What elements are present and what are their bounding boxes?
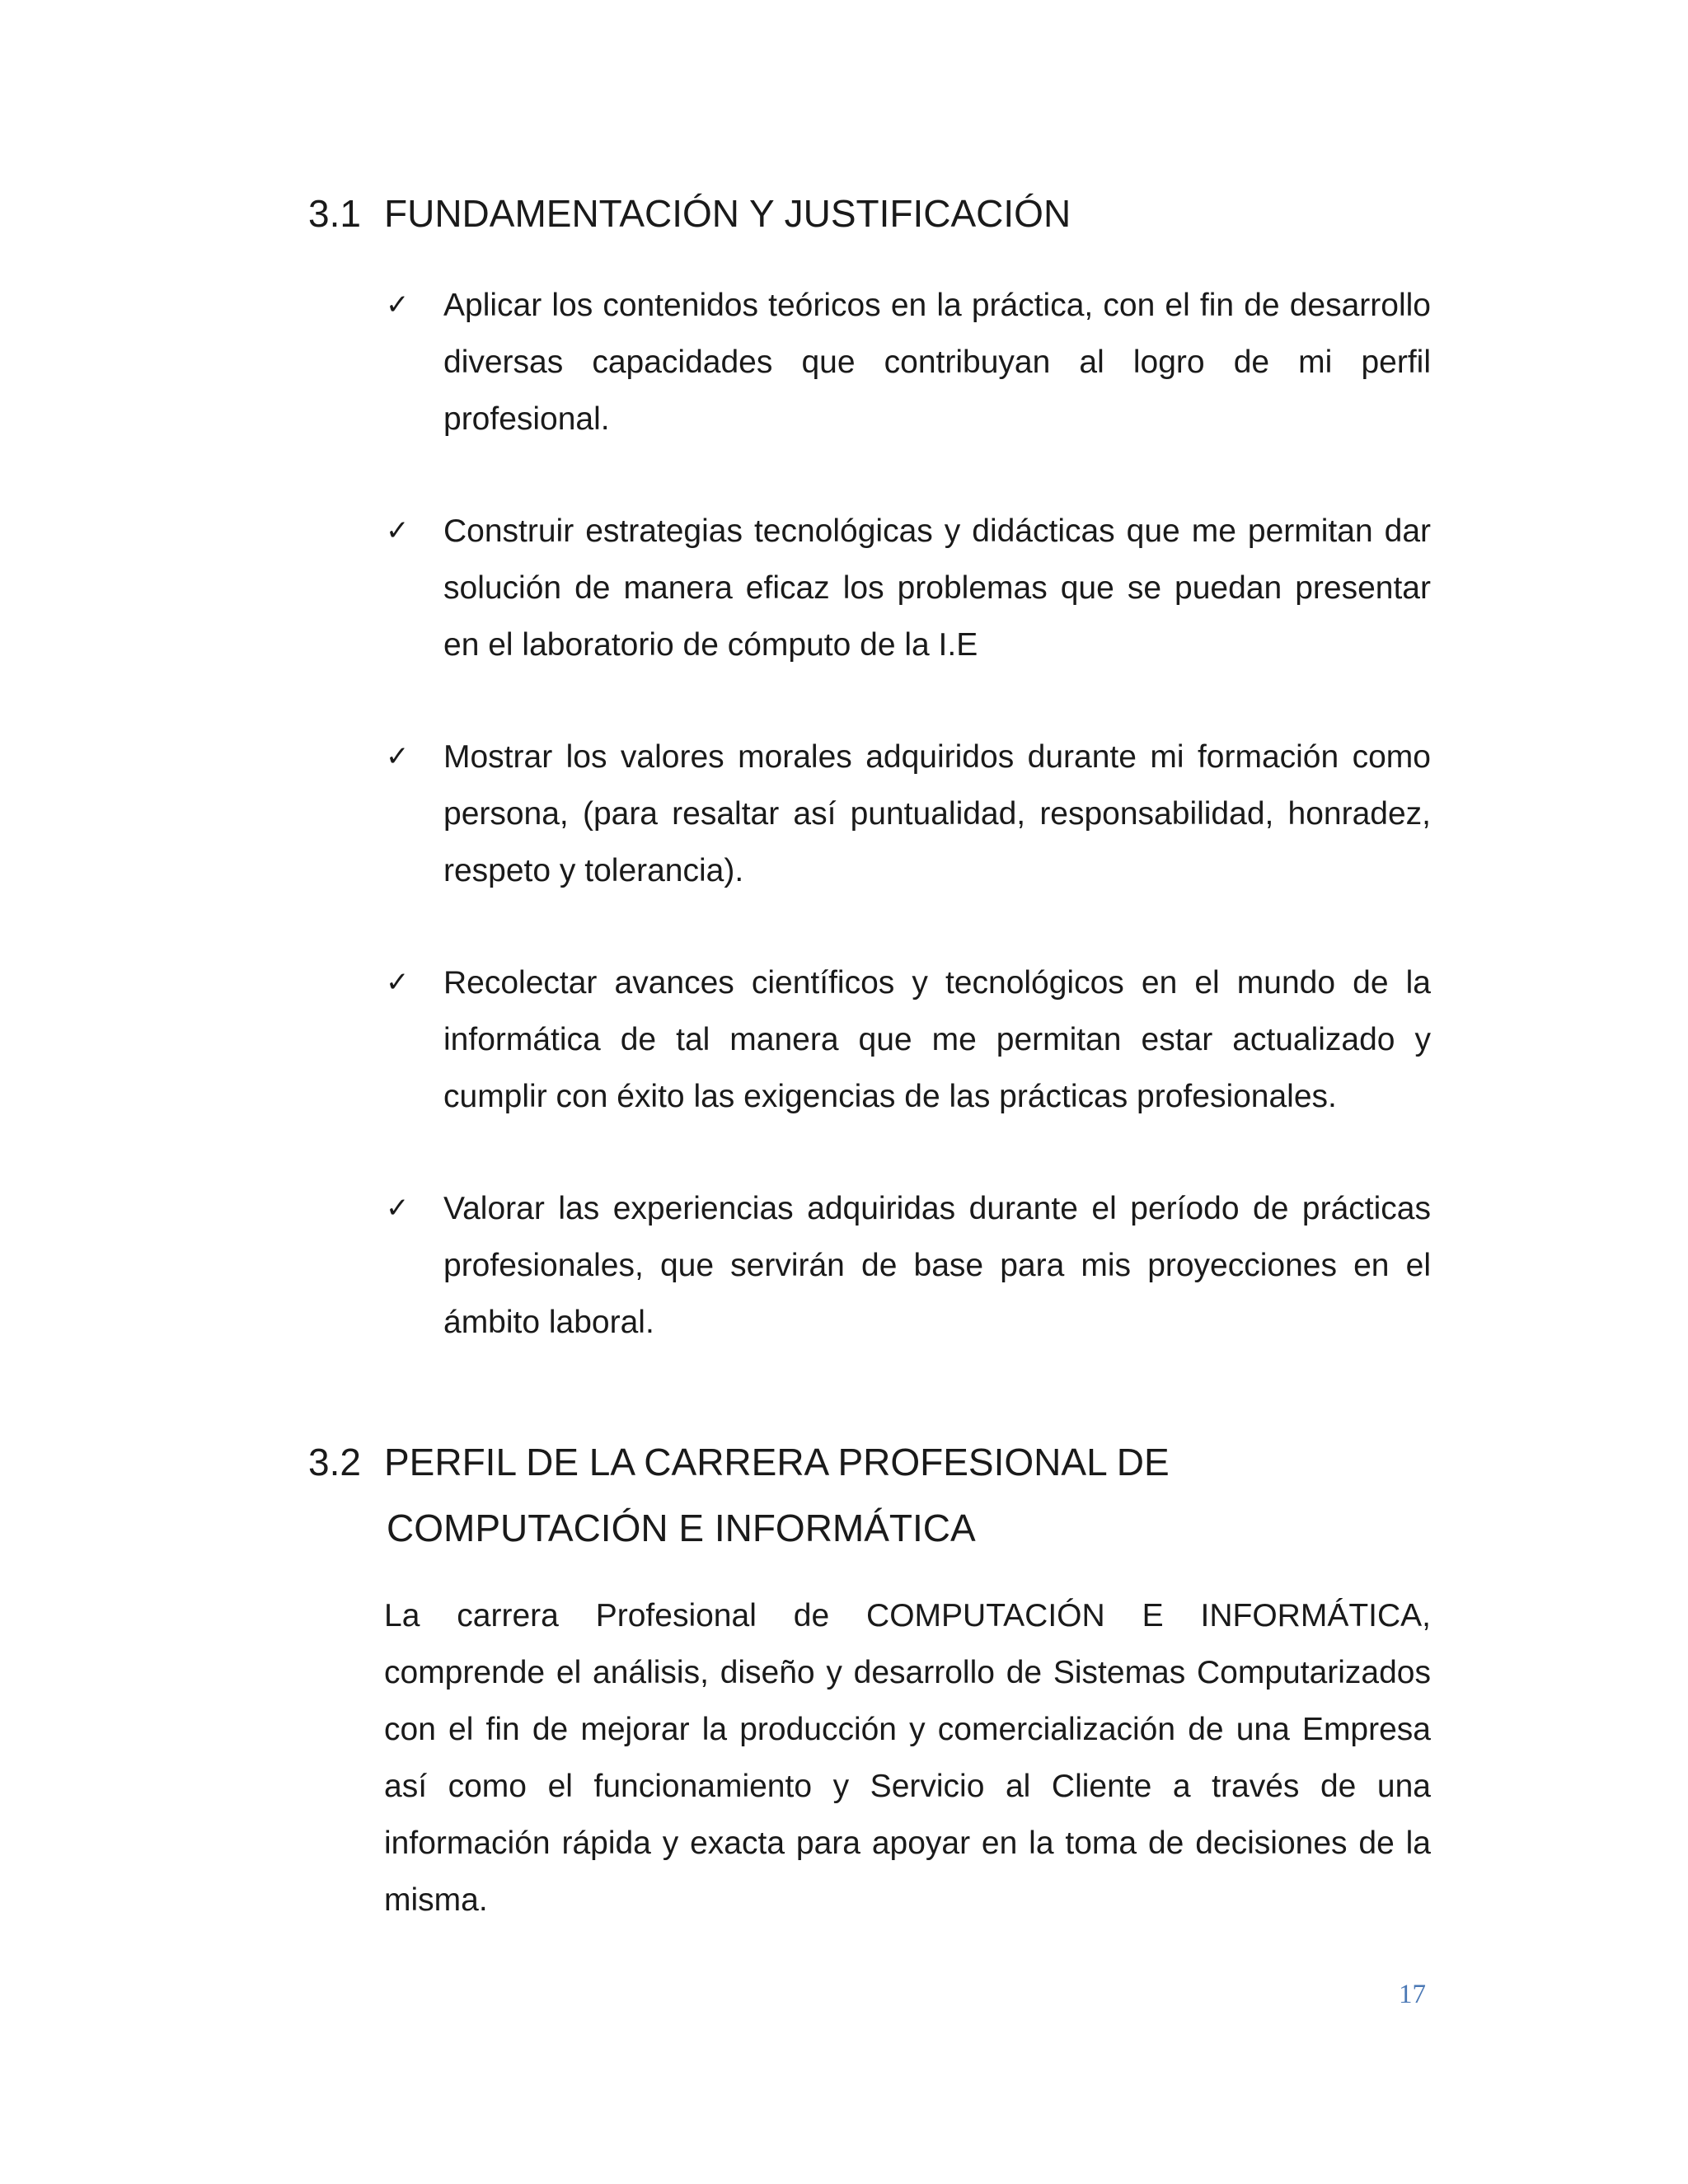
- section-number: 3.1: [308, 192, 361, 235]
- list-item-text: Mostrar los valores morales adquiridos durante mi formación como persona, (para resaltar así puntualidad, responsabilidad, honradez, respeto y tolerancia).: [443, 739, 1431, 888]
- list-item-text: Construir estrategias tecnológicas y didácticas que me permitan dar solución de manera eficaz los problemas que se puedan presentar en el laboratorio de cómputo de la I.E: [443, 513, 1431, 663]
- section-heading-3-1: [308, 190, 1071, 237]
- check-icon: ✓: [386, 966, 410, 999]
- list-item: [386, 277, 1431, 448]
- section-number: 3.2: [308, 1441, 361, 1483]
- list-item: [386, 503, 1431, 673]
- list-item: [386, 729, 1431, 899]
- section-heading-3-2: [308, 1438, 1170, 1552]
- list-item-text: Valorar las experiencias adquiridas durante el período de prácticas profesionales, que servirán de base para mis proyecciones en el ámbito laboral.: [443, 1191, 1431, 1340]
- check-icon: ✓: [386, 288, 410, 321]
- list-item: [386, 1180, 1431, 1351]
- check-icon: ✓: [386, 740, 410, 773]
- check-icon: ✓: [386, 514, 410, 547]
- page-number: 17: [1399, 1980, 1426, 2009]
- check-icon: ✓: [386, 1192, 410, 1225]
- career-profile-paragraph: La carrera Profesional de COMPUTACIÓN E INFORMÁTICA, comprende el análisis, diseño y desarrollo de Sistemas Computarizados con el fin de mejorar la producción y comercialización de una Empresa así como el funcionamiento y Servicio al Cliente a través de una información rápida y exacta para apoyar en la toma de decisiones de la misma.: [384, 1598, 1431, 1918]
- list-item-text: Recolectar avances científicos y tecnológicos en el mundo de la informática de tal manera que me permitan estar actualizado y cumplir con éxito las exigencias de las prácticas profesionales.: [443, 965, 1431, 1114]
- objectives-list: [386, 277, 1431, 1406]
- list-item-text: Aplicar los contenidos teóricos en la práctica, con el fin de desarrollo diversas capacidades que contribuyan al logro de mi perfil profesional.: [443, 288, 1431, 437]
- section-title: FUNDAMENTACIÓN Y JUSTIFICACIÓN: [384, 192, 1071, 235]
- section-title-line-2: COMPUTACIÓN E INFORMÁTICA: [387, 1507, 976, 1549]
- section-title-line-1: PERFIL DE LA CARRERA PROFESIONAL DE: [384, 1441, 1170, 1483]
- list-item: [386, 954, 1431, 1125]
